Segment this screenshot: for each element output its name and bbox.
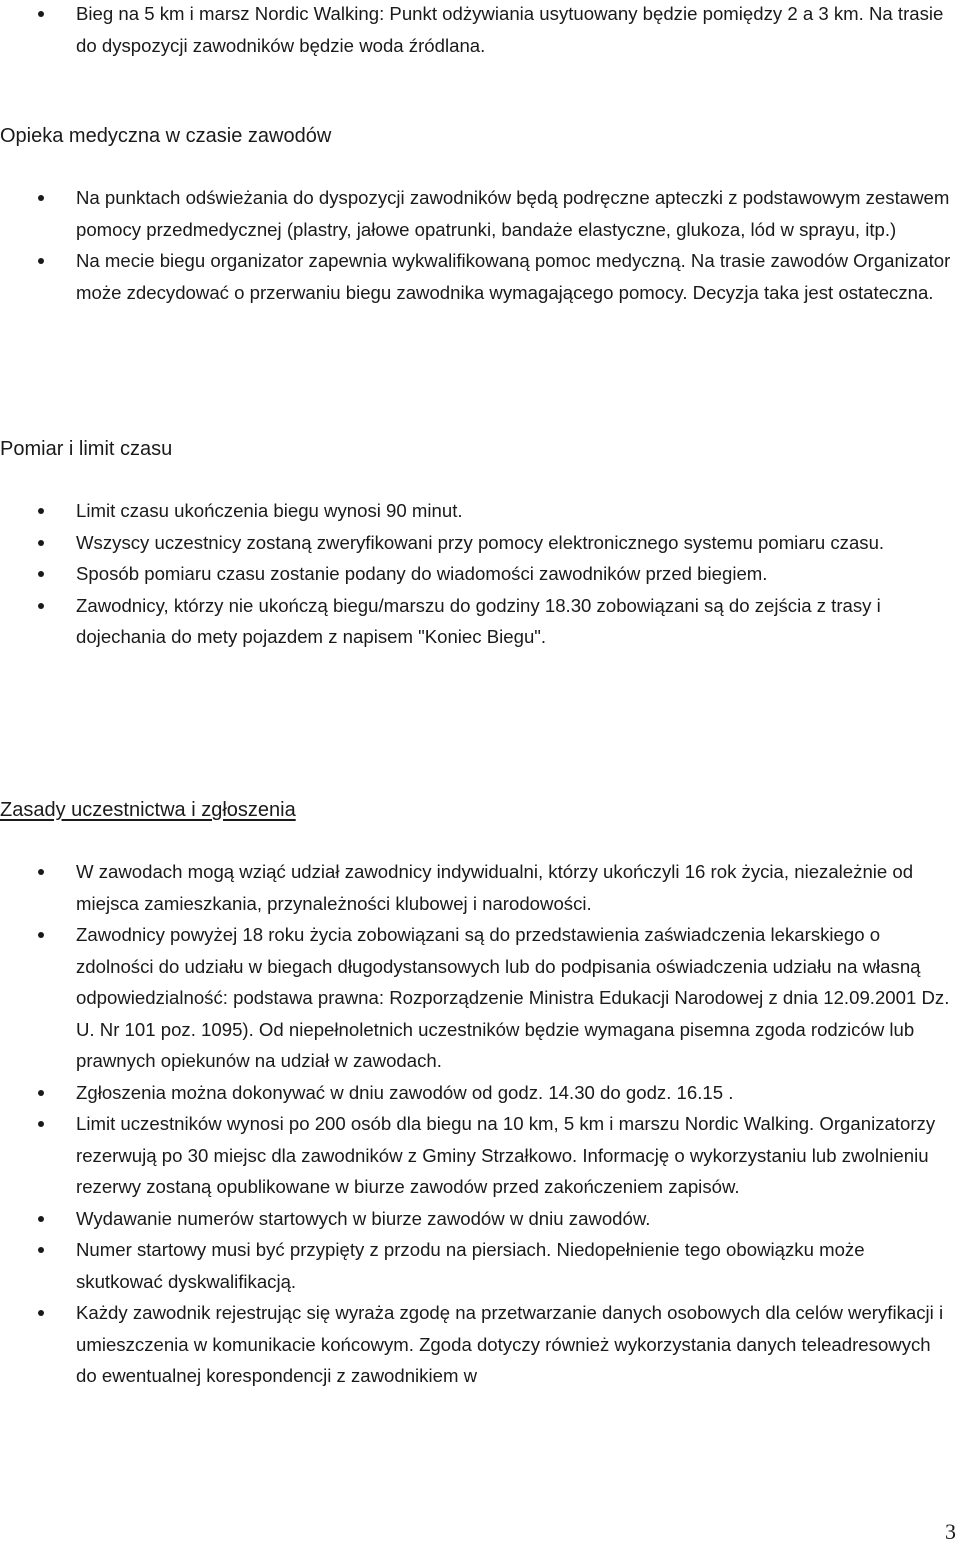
list-item: Każdy zawodnik rejestrując się wyraża zgodę na przetwarzanie danych osobowych dla celów weryfikacji i umieszczenia w komunikacie końcowym. Zgoda dotyczy również wykorzystania danych teleadresowych do ewentualnej korespondencji z zawodnikiem w <box>0 1297 960 1392</box>
list-item: Limit uczestników wynosi po 200 osób dla biegu na 10 km, 5 km i marszu Nordic Walking. Organizatorzy rezerwują po 30 miejsc dla zawodników z Gminy Strzałkowo. Informację o wykorzystaniu lub zwolnieniu rezerwy zostaną opublikowane w biurze zawodów przed zakończeniem zapisów. <box>0 1108 960 1203</box>
list-item: Limit czasu ukończenia biegu wynosi 90 minut. <box>0 495 960 527</box>
list-item: Na mecie biegu organizator zapewnia wykwalifikowaną pomoc medyczną. Na trasie zawodów Organizator może zdecydować o przerwaniu biegu zawodnika wymagającego pomocy. Decyzja taka jest ostateczna. <box>0 245 960 308</box>
list-item: Wydawanie numerów startowych w biurze zawodów w dniu zawodów. <box>0 1203 960 1235</box>
list-item: W zawodach mogą wziąć udział zawodnicy indywidualni, którzy ukończyli 16 rok życia, niezależnie od miejsca zamieszkania, przynależności klubowej i narodowości. <box>0 856 960 919</box>
section-heading-medical: Opieka medyczna w czasie zawodów <box>0 125 332 147</box>
list-item: Sposób pomiaru czasu zostanie podany do wiadomości zawodników przed biegiem. <box>0 558 960 590</box>
list-item: Wszyscy uczestnicy zostaną zweryfikowani przy pomocy elektronicznego systemu pomiaru czasu. <box>0 527 960 559</box>
list-item: Zgłoszenia można dokonywać w dniu zawodów od godz. 14.30 do godz. 16.15 . <box>0 1077 960 1109</box>
timing-list <box>0 495 960 653</box>
list-item: Na punktach odświeżania do dyspozycji zawodników będą podręczne apteczki z podstawowym zestawem pomocy przedmedycznej (plastry, jałowe opatrunki, bandaże elastyczne, glukoza, lód w sprayu, itp.) <box>0 182 960 245</box>
list-item: Numer startowy musi być przypięty z przodu na piersiach. Niedopełnienie tego obowiązku może skutkować dyskwalifikacją. <box>0 1234 960 1297</box>
list-item: Zawodnicy, którzy nie ukończą biegu/marszu do godziny 18.30 zobowiązani są do zejścia z trasy i dojechania do mety pojazdem z napisem "Koniec Biegu". <box>0 590 960 653</box>
participation-list <box>0 856 960 1392</box>
list-item: Bieg na 5 km i marsz Nordic Walking: Punkt odżywiania usytuowany będzie pomiędzy 2 a 3 km. Na trasie do dyspozycji zawodników będzie woda źródlana. <box>0 0 960 61</box>
section-heading-timing: Pomiar i limit czasu <box>0 438 173 460</box>
section-heading-participation: Zasady uczestnictwa i zgłoszenia <box>0 799 296 821</box>
list-item: Zawodnicy powyżej 18 roku życia zobowiązani są do przedstawienia zaświadczenia lekarskiego o zdolności do udziału w biegach długodystansowych lub do podpisania oświadczenia udziału na własną odpowiedzialność: podstawa prawna: Rozporządzenie Ministra Edukacji Narodowej z dnia 12.09.2001 Dz. U. Nr 101 poz. 1095). Od niepełnoletnich uczestników będzie wymagana pisemna zgoda rodziców lub prawnych opiekunów na udział w zawodach. <box>0 919 960 1077</box>
page-number: 3 <box>945 1519 956 1544</box>
medical-list <box>0 182 960 308</box>
intro-list <box>0 0 960 61</box>
